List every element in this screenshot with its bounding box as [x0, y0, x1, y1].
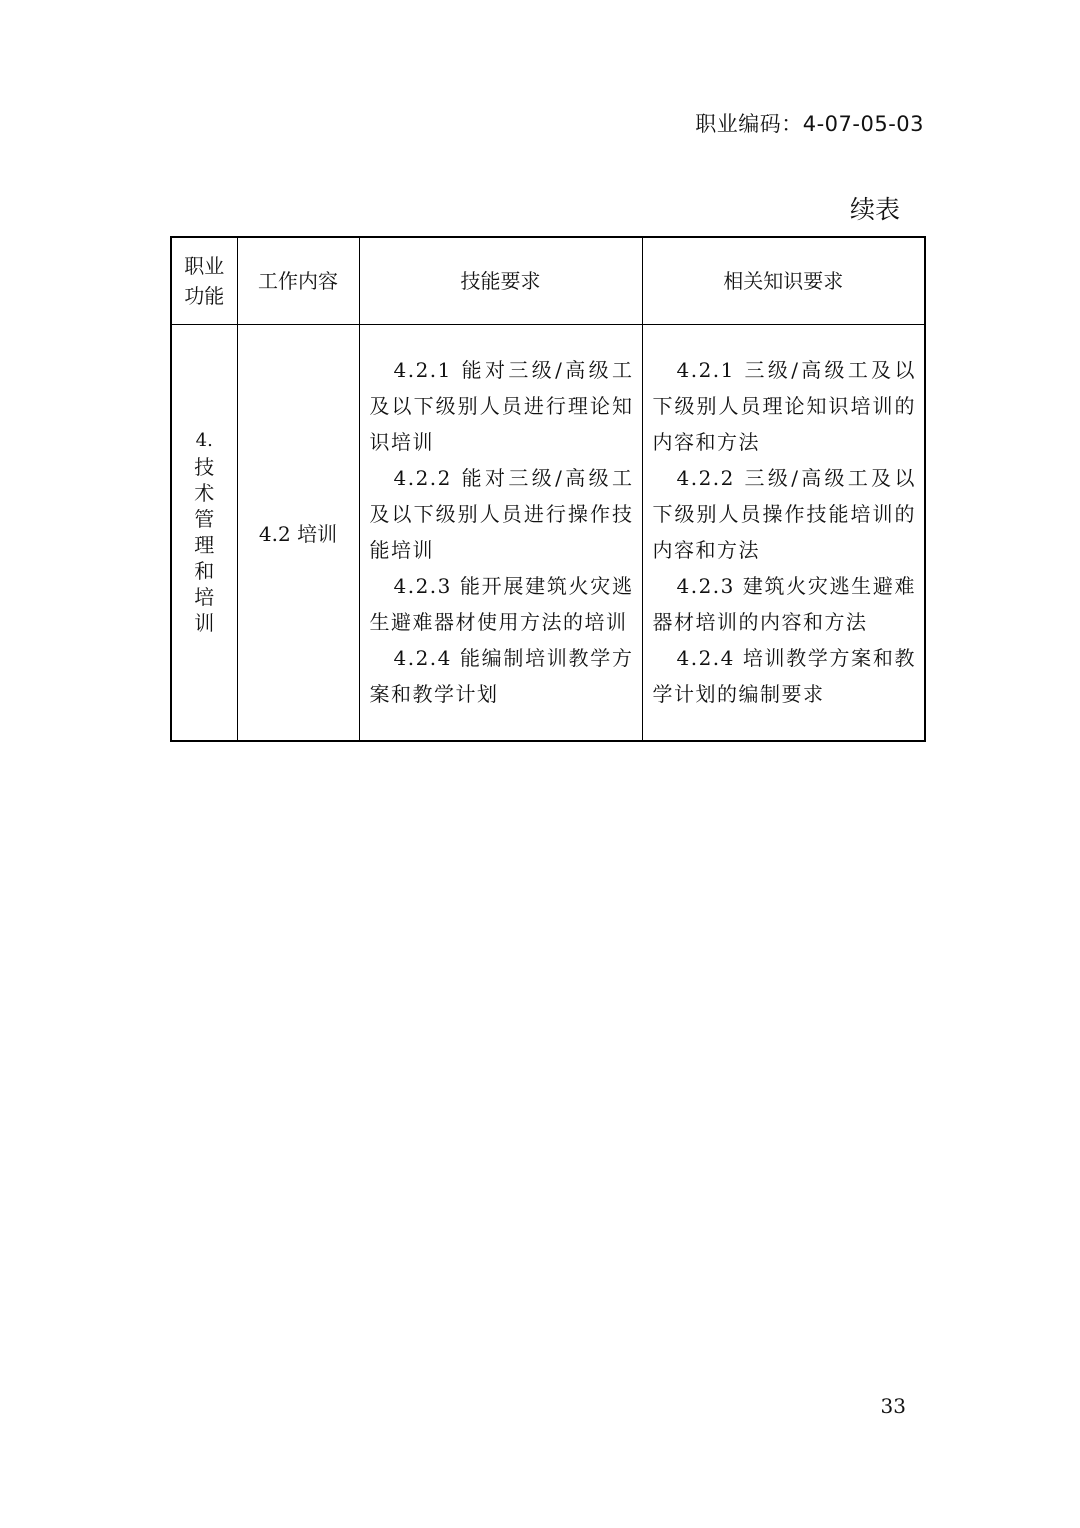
- header-skill-requirements: 技能要求: [359, 237, 642, 325]
- page-number: 33: [880, 1394, 906, 1418]
- function-char: 管: [194, 507, 215, 532]
- header-knowledge-requirements: 相关知识要求: [642, 237, 925, 325]
- skill-item: 4.2.3 能开展建筑火灾逃生避难器材使用方法的培训: [369, 574, 634, 635]
- continued-label: 续表: [849, 195, 900, 224]
- table-row: [171, 325, 925, 741]
- header-work-content: 工作内容: [237, 237, 359, 325]
- knowledge-item: 4.2.4 培训教学方案和教学计划的编制要求: [652, 646, 916, 707]
- skill-item: 4.2.2 能对三级/高级工及以下级别人员进行操作技能培训: [369, 466, 634, 563]
- skill-item: 4.2.4 能编制培训教学方案和教学计划: [369, 646, 634, 707]
- knowledge-item: 4.2.3 建筑火灾逃生避难器材培训的内容和方法: [652, 574, 916, 635]
- work-content-cell: 4.2 培训: [237, 325, 359, 741]
- function-char: 和: [194, 559, 215, 584]
- function-char: 理: [194, 533, 215, 558]
- function-char: 培: [194, 585, 215, 610]
- function-char: 训: [194, 611, 215, 636]
- header-function: 职业功能: [171, 237, 237, 325]
- function-cell: [171, 325, 237, 741]
- knowledge-requirements-cell: [642, 325, 925, 741]
- occupation-standard-table: [170, 236, 926, 742]
- skill-requirements-cell: [359, 325, 642, 741]
- knowledge-item: 4.2.1 三级/高级工及以下级别人员理论知识培训的内容和方法: [652, 358, 916, 455]
- function-char: 术: [194, 481, 215, 506]
- skill-item: 4.2.1 能对三级/高级工及以下级别人员进行理论知识培训: [369, 358, 634, 455]
- function-number: 4.: [195, 430, 213, 452]
- knowledge-item: 4.2.2 三级/高级工及以下级别人员操作技能培训的内容和方法: [652, 466, 916, 563]
- occupation-code: 职业编码：4-07-05-03: [695, 112, 924, 136]
- function-char: 技: [194, 455, 215, 480]
- table-header-row: [171, 237, 925, 325]
